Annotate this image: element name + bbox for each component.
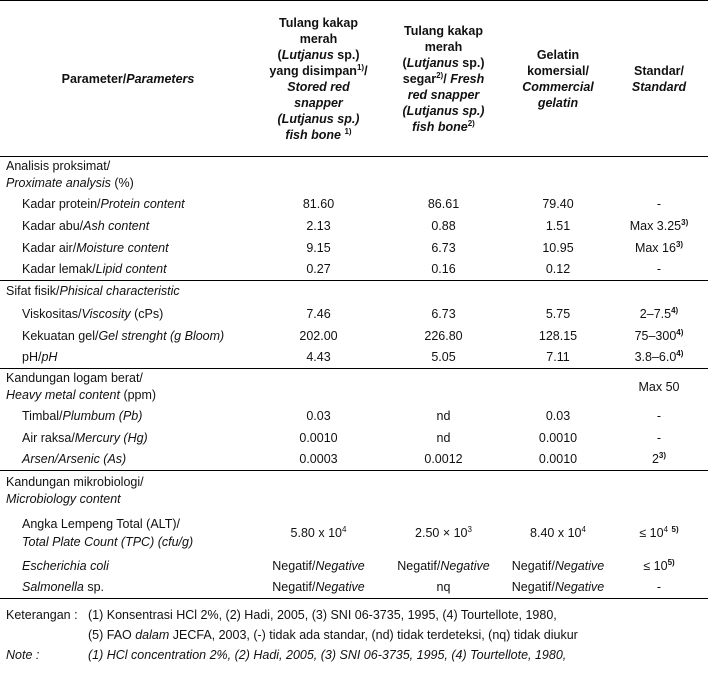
cell-standard: Max 50 — [638, 379, 680, 394]
cell-fresh: nd — [436, 408, 451, 423]
cell-stored: 4.43 — [306, 350, 331, 365]
cell-fresh: nq — [436, 580, 451, 595]
cell-commercial: 0.0010 — [538, 452, 578, 467]
cell-stored: 0.27 — [306, 262, 331, 277]
section-header-physical: Sifat fisik/Phisical characteristic — [0, 281, 708, 303]
cell-fresh: 0.0012 — [424, 452, 463, 467]
header-stored-bone: Tulang kakap merah (Lutjanus sp.) yang disimpan$^{1)}$/ Stored red snapper (Lutjanus sp.) fish bone $^{1)}$ — [269, 15, 368, 142]
cell-commercial: 10.95 — [542, 240, 574, 255]
cell-stored: Negatif/Negative — [272, 558, 365, 573]
cell-fresh: $2.50 \times 10^3$ — [415, 524, 472, 540]
cell-standard: 75–300$^{4)}$ — [634, 327, 684, 343]
cell-commercial: 7.11 — [546, 350, 570, 365]
cell-fresh: 6.73 — [431, 306, 456, 321]
row-label: Angka Lempeng Total (ALT)/ Total Plate Count (TPC) (cfu/g) — [22, 516, 194, 549]
row-label: Kadar lemak/Lipid content — [22, 262, 167, 277]
cell-fresh: Negatif/Negative — [397, 558, 490, 573]
table-row — [0, 259, 708, 281]
cell-stored: 7.46 — [306, 306, 331, 321]
row-label: Viskositas/Viscosity (cPs) — [22, 306, 164, 321]
cell-commercial: 79.40 — [542, 196, 574, 211]
table-row — [0, 215, 708, 237]
cell-fresh: 86.61 — [427, 196, 460, 211]
cell-standard: 3.8–6.0$^{4)}$ — [634, 349, 684, 365]
cell-stored: 5.80 x $10^4$ — [290, 524, 347, 540]
table-row — [0, 325, 708, 347]
cell-fresh: 6.73 — [431, 240, 456, 255]
note-indonesian-line1: Keterangan : (1) Konsentrasi HCl 2%, (2) Hadi, 2005, (3) SNI 06-3735, 1995, (4) Tourtellote, 1980, — [6, 608, 557, 622]
table-row — [0, 193, 708, 215]
cell-stored: Negatif/Negative — [272, 580, 365, 595]
cell-standard: 2$^{3)}$ — [651, 451, 667, 467]
cell-commercial: 0.03 — [545, 408, 571, 423]
cell-commercial: 0.12 — [545, 262, 571, 277]
cell-standard: - — [656, 408, 662, 423]
header-commercial-gelatin: Gelatin komersial/ Commercial gelatin — [522, 47, 594, 110]
row-label: pH/pH — [22, 350, 58, 365]
cell-fresh: nd — [436, 430, 451, 445]
cell-commercial: 5.75 — [545, 306, 571, 321]
table-row — [0, 555, 708, 577]
table-row — [0, 511, 708, 555]
note-english-line1: Note : (1) HCl concentration 2%, (2) Hadi, 2005, (3) SNI 06-3735, 1995, (4) Tourtellote, 1980, — [6, 648, 567, 662]
row-label: Kadar air/Moisture content — [22, 240, 169, 255]
table-header-row — [0, 1, 708, 157]
row-label: Arsen/Arsenic (As) — [22, 452, 127, 467]
table-row — [0, 577, 708, 599]
cell-commercial: 8.40 x $10^4$ — [530, 524, 586, 540]
row-label: Timbal/Plumbum (Pb) — [22, 408, 143, 423]
cell-stored: 202.00 — [299, 328, 338, 343]
cell-fresh: 0.88 — [431, 218, 456, 233]
cell-fresh: 0.16 — [431, 262, 456, 277]
cell-fresh: 5.05 — [431, 350, 456, 365]
cell-standard: 2–7.5$^{4)}$ — [639, 305, 679, 321]
cell-commercial: Negatif/Negative — [511, 558, 605, 573]
row-label: Salmonella sp. — [22, 580, 104, 595]
table-row — [0, 449, 708, 471]
table-row — [0, 237, 708, 259]
row-label: Kadar protein/Protein content — [22, 196, 185, 211]
cell-standard: ≤ $10^{5)}$ — [643, 557, 675, 573]
table-notes — [0, 599, 708, 665]
cell-standard: - — [656, 196, 662, 211]
table-row — [0, 347, 708, 369]
cell-commercial: Negatif/Negative — [511, 580, 605, 595]
cell-standard: - — [656, 262, 662, 277]
section-header-heavy-metal: Kandungan logam berat/ Heavy metal content (ppm) Max 50 — [0, 369, 708, 405]
table-row — [0, 303, 708, 325]
cell-standard: Max 3.25$^{3)}$ — [629, 217, 689, 233]
row-label: Kekuatan gel/Gel strenght (g Bloom) — [22, 328, 225, 343]
cell-commercial: 0.0010 — [538, 430, 578, 445]
cell-fresh: 226.80 — [424, 328, 463, 343]
header-standard: Standar/ Standard — [631, 63, 687, 94]
cell-standard: Max 16$^{3)}$ — [634, 239, 684, 255]
cell-standard: ≤ $10^4$ $^{5)}$ — [639, 524, 679, 540]
cell-commercial: 1.51 — [545, 218, 571, 233]
cell-stored: 81.60 — [302, 196, 335, 211]
cell-commercial: 128.15 — [538, 328, 578, 343]
row-label: Kadar abu/Ash content — [22, 218, 150, 233]
section-header-microbiology: Kandungan mikrobiologi/ Microbiology content — [0, 471, 708, 511]
cell-stored: 0.0010 — [299, 430, 338, 445]
table-row — [0, 405, 708, 427]
cell-stored: 2.13 — [306, 218, 331, 233]
table-row — [0, 427, 708, 449]
cell-stored: 0.0003 — [299, 452, 338, 467]
header-fresh-bone: Tulang kakap merah (Lutjanus sp.) segar$^{2)}$/ Fresh red snapper (Lutjanus sp.) fish bone$^{2)}$ — [402, 23, 485, 134]
section-header-proximate: Analisis proksimat/ Proximate analysis (%) — [6, 158, 134, 190]
cell-standard: - — [656, 430, 662, 445]
note-indonesian-line2: (5) FAO dalam JECFA, 2003, (-) tidak ada standar, (nd) tidak terdeteksi, (nq) tidak diukur — [88, 628, 578, 642]
cell-stored: 9.15 — [306, 240, 331, 255]
row-label: Escherichia coli — [22, 558, 109, 573]
header-parameters: Parameter/Parameters — [61, 71, 195, 86]
cell-standard: - — [656, 580, 662, 595]
cell-stored: 0.03 — [306, 408, 331, 423]
row-label: Air raksa/Mercury (Hg) — [22, 430, 148, 445]
